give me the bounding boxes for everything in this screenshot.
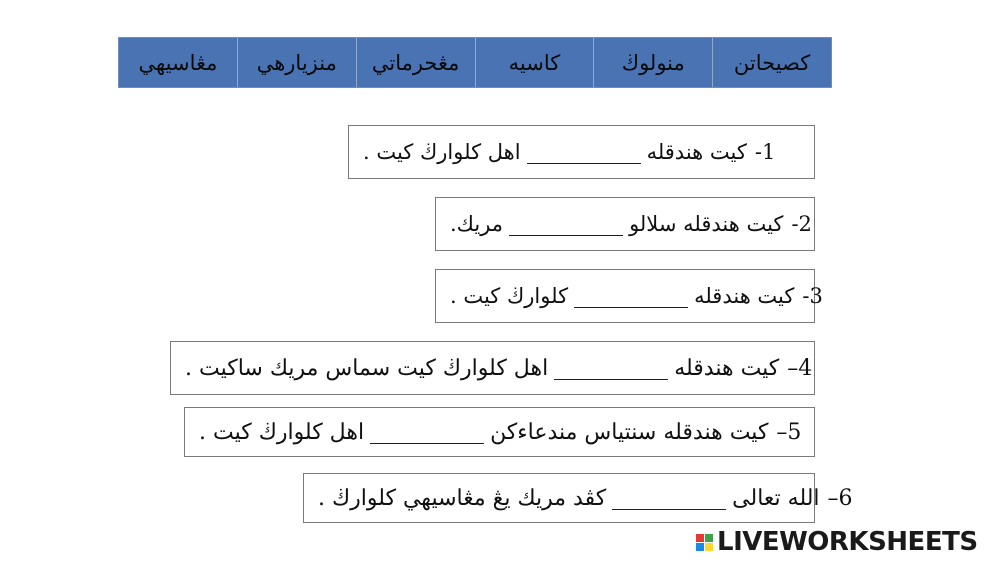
word-bank-item[interactable]: کاسيه [475, 38, 594, 87]
sentence-number: 3- [802, 284, 823, 308]
sentence-number: 6– [827, 485, 853, 511]
sentence-text-after: اهل كلوارڬ كيت . [363, 140, 521, 164]
liveworksheets-brand [696, 527, 978, 557]
sentence-5 [184, 407, 815, 457]
sentence-text-after: كلوارڬ كيت . [450, 284, 569, 308]
sentence-text-after: مريك. [450, 212, 504, 236]
answer-blank[interactable] [509, 213, 623, 236]
sentence-text-before: الله تعالى [732, 485, 820, 511]
sentence-number: 4– [787, 355, 813, 381]
word-bank-item[interactable]: مڠاسيهي [119, 38, 237, 87]
word-bank-item[interactable]: كصيحاتن [712, 38, 831, 87]
sentence-text-before: كيت هندقله سلالو [629, 212, 784, 236]
word-bank-item[interactable]: منزيارهي [237, 38, 356, 87]
word-bank-item[interactable]: منولوڬ [593, 38, 712, 87]
sentence-text-before: كيت هندقله [646, 140, 747, 164]
sentence-4 [170, 341, 815, 395]
sentence-2 [435, 197, 815, 251]
sentence-number: 5– [776, 419, 802, 445]
answer-blank[interactable] [612, 487, 726, 510]
word-bank-item[interactable]: مڠحرماتي [356, 38, 475, 87]
answer-blank[interactable] [574, 285, 688, 308]
answer-blank[interactable] [554, 357, 668, 380]
sentence-3 [435, 269, 823, 323]
sentence-text-before: كيت هندقله [674, 355, 780, 381]
sentence-text-after: اهل كلوارڬ كيت سماس مريك ساكيت . [185, 355, 549, 381]
sentence-number: 1- [754, 140, 776, 164]
sentence-text-before: كيت هندقله [694, 284, 795, 308]
sentence-number: 2- [791, 212, 812, 236]
sentence-6 [303, 473, 853, 523]
brand-name: LIVEWORKSHEETS [717, 527, 978, 557]
liveworksheets-logo-icon [696, 534, 713, 551]
sentence-text-after: اهل كلوارڬ كيت . [199, 419, 365, 445]
answer-blank[interactable] [370, 421, 484, 444]
answer-blank[interactable] [527, 141, 641, 164]
sentence-1 [348, 125, 815, 179]
sentence-text-after: كڤد مريك يڠ مڠاسيهي كلوارڬ . [318, 485, 607, 511]
sentence-text-before: كيت هندقله سنتياس مندعاءكن [490, 419, 769, 445]
word-bank [118, 37, 832, 88]
